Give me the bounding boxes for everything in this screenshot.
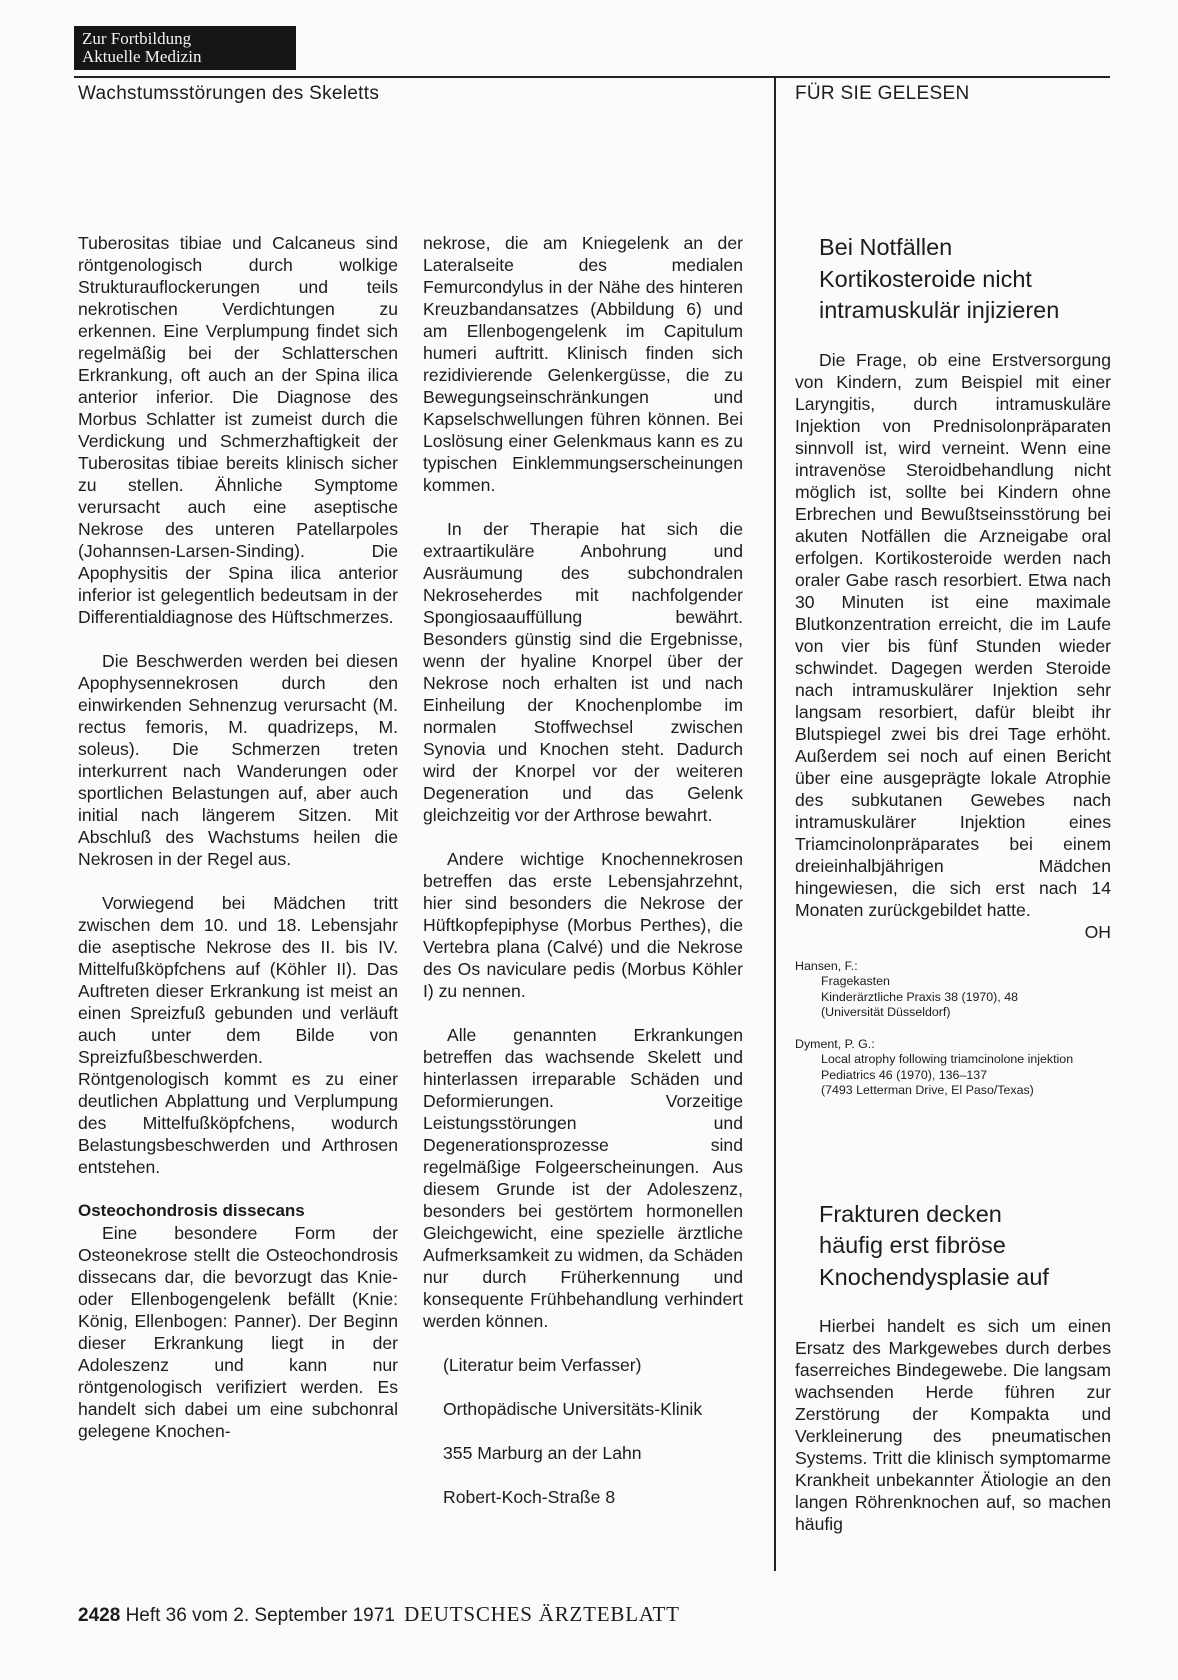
paragraph: Andere wichtige Knochennekrosen betreffen das erste Lebensjahrzehnt, hier sind besonders die Nekrose der Hüftkopfepiphyse (Morbus Perthes), die Vertebra plana (Calvé) und die Nekrose des Os naviculare pedis (Morbus Köhler I) zu nennen. bbox=[423, 849, 743, 1001]
running-title-left: Wachstumsstörungen des Skeletts bbox=[78, 83, 380, 104]
reference-line: Pediatrics 46 (1970), 136–137 bbox=[821, 1067, 988, 1082]
paragraph: Vorwiegend bei Mädchen tritt zwischen dem 10. und 18. Lebensjahr die aseptische Nekrose des II. bis IV. Mittelfußköpfchens auf (Köhler II). Das Auftreten dieser Erkrankung ist meist an einen Spreizfuß gebunden und verläuft auch unter dem Bilde von Spreizfußbeschwerden. Röntgenologisch kommt es zu einer deutlichen Abplattung und Verplumpung des Mittelfußköpfchens, wodurch Belastungsbeschwerden und Arthrosen entstehen. bbox=[78, 893, 398, 1177]
reference-2 bbox=[795, 1037, 1111, 1099]
literature-note: (Literatur beim Verfasser) bbox=[443, 1355, 642, 1375]
reference-line: Fragekasten bbox=[821, 974, 890, 988]
author-address bbox=[423, 1398, 743, 1508]
reference-1 bbox=[795, 959, 1111, 1021]
reference-line: (Universität Düsseldorf) bbox=[821, 1005, 951, 1019]
reference-author: Dyment, P. G.: bbox=[795, 1036, 875, 1051]
headline-2 bbox=[819, 1199, 1111, 1294]
headline-line: Kortikosteroide nicht bbox=[819, 265, 1032, 292]
headline-line: Knochendysplasie auf bbox=[819, 1263, 1049, 1290]
paragraph: Alle genannten Erkrankungen betreffen das wachsende Skelett und hinterlassen irreparable Schäden und Deformierungen. Vorzeitige Leistungsstörungen und Degenerationsprozesse sind regelmäßige Folgeerscheinungen. Aus diesem Grunde ist der Adoleszenz, besonders bei gestörtem hormonellen Gleichgewicht, eine spezielle ärztliche Aufmerksamkeit zu widmen, da Schäden nur durch Früherkennung und konsequente Frühbehandlung verhindert werden können. bbox=[423, 1025, 743, 1331]
page-number: 2428 bbox=[78, 1605, 121, 1626]
reference-line: Kinderärztliche Praxis 38 (1970), 48 bbox=[821, 989, 1018, 1004]
headline-line: Frakturen decken bbox=[819, 1200, 1002, 1227]
reference-line: (7493 Letterman Drive, El Paso/Texas) bbox=[821, 1083, 1034, 1097]
header-rule bbox=[74, 76, 1110, 78]
headline-line: intramuskulär injizieren bbox=[819, 297, 1060, 323]
paragraph: Die Frage, ob eine Erstversorgung von Kindern, zum Beispiel mit einer Laryngitis, durch intramuskuläre Injektion von Prednisolonpräparaten sinnvoll ist, wird verneint. Wenn eine intravenöse Steroidbehandlung nicht möglich ist, sollte bei Kindern ohne Erbrechen und Bewußtseinsstörung bei akuten Notfällen die Arzneigabe oral erfolgen. Kortikosteroide werden nach oraler Gabe rasch resorbiert. Etwa nach 30 Minuten ist eine maximale Blutkonzentration erreicht, die im Laufe von vier bis fünf Stunden wieder schwindet. Dagegen werden Steroide nach intramuskulärer Injektion sehr langsam resorbiert, dafür bleibt ihr Blutspiegel zwei bis drei Tage erhöht. Außerdem sei noch auf einen Bericht über eine ausgeprägte lokale Atrophie des subkutanen Gewebes nach intramuskulärer Injektion eines Triamcinolonpräparates bei einem dreieinhalbjährigen Mädchen hingewiesen, die sich erst nach 14 Monaten zurückgebildet hatte. bbox=[795, 349, 1111, 920]
page-footer bbox=[78, 1602, 680, 1627]
address-line: Robert-Koch-Straße 8 bbox=[443, 1487, 616, 1507]
badge-line-1: Zur Fortbildung bbox=[82, 29, 192, 48]
article-column-1 bbox=[78, 232, 398, 1442]
address-line: Orthopädische Universitäts-Klinik bbox=[443, 1399, 703, 1419]
paragraph: nekrose, die am Kniegelenk an der Lateralseite des medialen Femurcondylus in der Nähe des hinteren Kreuzbandansatzes (Abbildung 6) und am Ellenbogengelenk im Capitulum humeri auftritt. Klinisch finden sich rezidivierende Gelenkergüsse, die zu Bewegungseinschränkungen und Kapselschwellungen führen können. Bei Loslösung einer Gelenkmaus kann es zu typischen Einklemmungserscheinungen kommen. bbox=[423, 233, 743, 495]
sidebar-column bbox=[795, 232, 1111, 1535]
reference-line: Local atrophy following triamcinolone injektion bbox=[821, 1052, 1074, 1066]
article-column-2 bbox=[423, 232, 743, 1530]
paragraph: In der Therapie hat sich die extraartikuläre Anbohrung und Ausräumung des subchondralen Nekroseherdes mit nachfolgender Spongiosaauffüllung bewährt. Besonders günstig sind die Ergebnisse, wenn der hyaline Knorpel über der Nekrose noch erhalten ist und nach Einheilung der Knochenplombe im normalen Stoffwechsel zwischen Synovia und Knochen steht. Dadurch wird der Knorpel vor der weiteren Degeneration und das Gelenk gleichzeitig vor der Arthrose bewahrt. bbox=[423, 519, 743, 825]
headline-1 bbox=[819, 232, 1111, 327]
badge-line-2: Aktuelle Medizin bbox=[82, 47, 202, 66]
paragraph: Tuberositas tibiae und Calcaneus sind röntgenologisch durch wolkige Strukturauflockerungen und teils nekrotischen Verdichtungen zu erkennen. Eine Verplumpung findet sich regelmäßig bei der Schlatterschen Erkrankung, oft auch an der Spina ilica anterior inferior. Die Diagnose des Morbus Schlatter ist zumeist durch die Verdickung und Schmerzhaftigkeit der Tuberositas tibiae bereits klinisch sicher zu stellen. Ähnliche Symptome verursacht auch eine aseptische Nekrose des unteren Patellarpoles (Johannsen-Larsen-Sinding). Die Apophysitis der Spina ilica anterior inferior ist gelegentlich bedeutsam in der Differentialdiagnose des Hüftschmerzes. bbox=[78, 233, 398, 627]
paragraph: Hierbei handelt es sich um einen Ersatz des Markgewebes durch derbes faserreiches Bindegewebe. Die langsam wachsenden Herde führen zur Zerstörung der Kompakta und Verkleinerung des pneumatischen Systems. Tritt die klinisch symptomarme Krankheit unbekannter Ätiologie an den langen Röhrenknochen auf, so machen häufig bbox=[795, 1316, 1111, 1534]
address-line: 355 Marburg an der Lahn bbox=[443, 1443, 642, 1463]
issue-info: Heft 36 vom 2. September 1971 bbox=[125, 1605, 395, 1626]
author-signature: OH bbox=[1084, 921, 1111, 942]
masthead: DEUTSCHES ÄRZTEBLATT bbox=[404, 1602, 680, 1626]
running-title-right: FÜR SIE GELESEN bbox=[795, 83, 970, 104]
reference-author: Hansen, F.: bbox=[795, 958, 858, 973]
headline-line: häufig erst fibröse bbox=[819, 1232, 1006, 1258]
section-badge bbox=[74, 26, 296, 70]
headline-line: Bei Notfällen bbox=[819, 234, 953, 260]
paragraph: Eine besondere Form der Osteonekrose stellt die Osteochondrosis dissecans dar, die bevorzugt das Knie- oder Ellenbogengelenk befällt (Knie: König, Ellenbogen: Panner). Der Beginn dieser Erkrankung liegt in der Adoleszenz und kann nur röntgenologisch verifiziert werden. Es handelt sich dabei um eine subchonral gelegene Knochen- bbox=[78, 1223, 398, 1441]
subheading: Osteochondrosis dissecans bbox=[78, 1201, 305, 1220]
paragraph: Die Beschwerden werden bei diesen Apophysennekrosen durch den einwirkenden Sehnenzug verursacht (M. rectus femoris, M. quadrizeps, M. soleus). Die Schmerzen treten interkurrent nach Wanderungen oder sportlichen Belastungen auf, aber auch initial nach längerem Sitzen. Mit Abschluß des Wachstums heilen die Nekrosen in der Regel aus. bbox=[78, 651, 398, 869]
column-divider bbox=[774, 76, 776, 1571]
